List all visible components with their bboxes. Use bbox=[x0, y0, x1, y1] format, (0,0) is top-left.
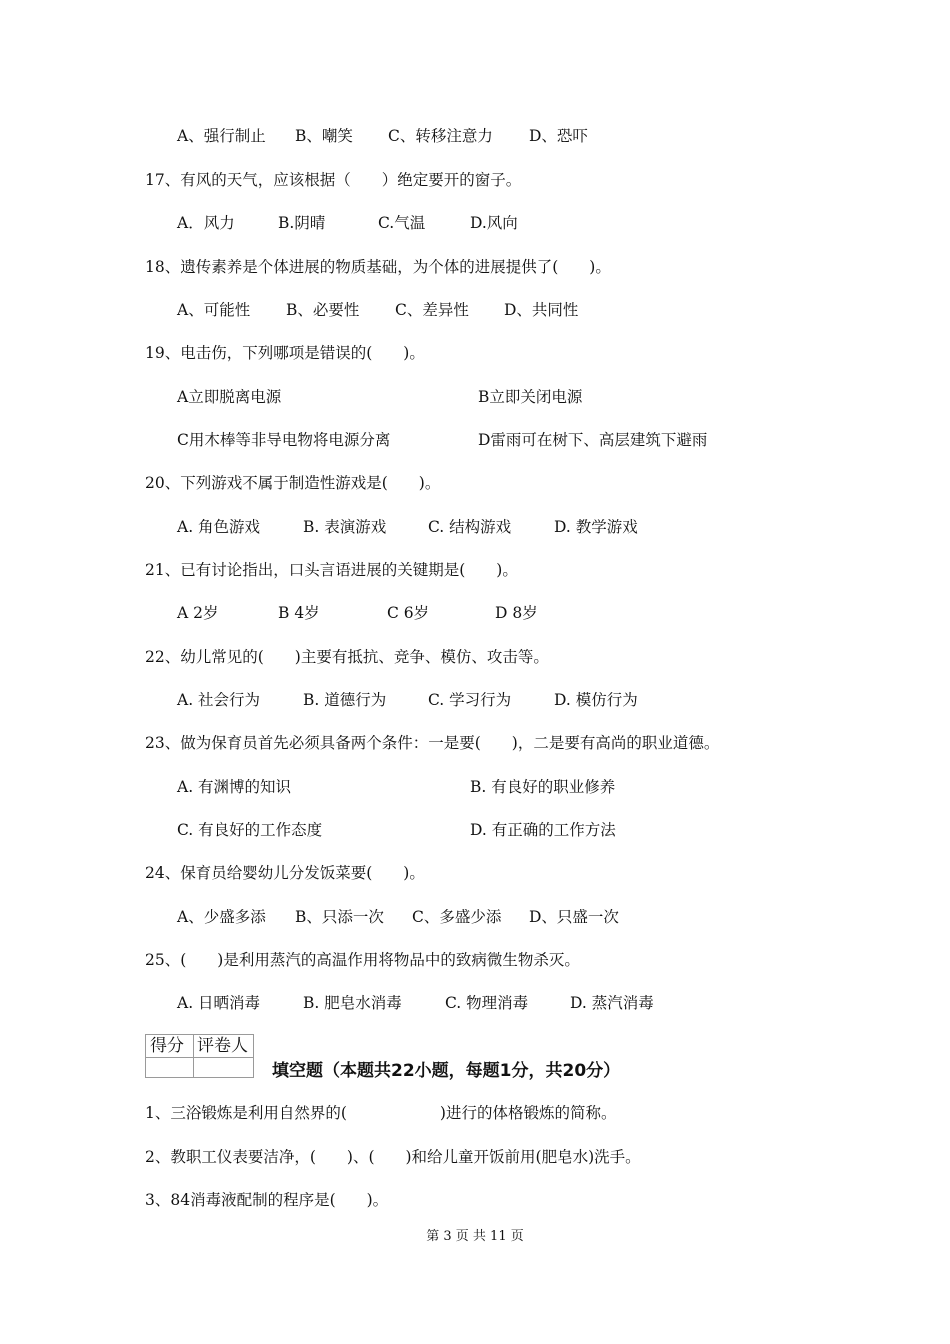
q22-option-b: B. 道德行为 bbox=[303, 691, 387, 709]
q18-option-b: B、必要性 bbox=[286, 301, 360, 319]
q25-option-a: A. 日晒消毒 bbox=[177, 994, 261, 1012]
q20-option-d: D. 教学游戏 bbox=[554, 518, 638, 536]
q21-option-a: A 2岁 bbox=[177, 604, 219, 622]
q24-option-c: C、多盛少添 bbox=[412, 908, 502, 926]
q23-option-d: D. 有正确的工作方法 bbox=[470, 821, 616, 839]
q18-option-d: D、共同性 bbox=[504, 301, 579, 319]
q23-option-a: A. 有渊博的知识 bbox=[177, 778, 292, 796]
q20-option-a: A. 角色游戏 bbox=[177, 518, 261, 536]
q21-option-d: D 8岁 bbox=[495, 604, 538, 622]
q19-option-d: D雷雨可在树下、高层建筑下避雨 bbox=[478, 431, 708, 449]
score-box-divider-v bbox=[193, 1035, 194, 1077]
q23-option-b: B. 有良好的职业修养 bbox=[470, 778, 616, 796]
q17-option-c: C.气温 bbox=[378, 214, 426, 232]
q17-question: 17、有风的天气，应该根据（ ）绝定要开的窗子。 bbox=[145, 171, 522, 189]
q21-question: 21、已有讨论指出，口头言语进展的关键期是( )。 bbox=[145, 561, 518, 579]
q22-option-d: D. 模仿行为 bbox=[554, 691, 638, 709]
q22-option-a: A. 社会行为 bbox=[177, 691, 261, 709]
q16-option-a: A、强行制止 bbox=[177, 127, 266, 145]
score-box-divider-h bbox=[146, 1057, 253, 1058]
q20-question: 20、下列游戏不属于制造性游戏是( )。 bbox=[145, 474, 441, 492]
q19-option-c: C用木棒等非导电物将电源分离 bbox=[177, 431, 391, 449]
q25-option-b: B. 肥皂水消毒 bbox=[303, 994, 402, 1012]
q17-option-a: A．风力 bbox=[177, 214, 235, 232]
q19-question: 19、电击伤，下列哪项是错误的( )。 bbox=[145, 344, 425, 362]
q25-option-d: D. 蒸汽消毒 bbox=[570, 994, 654, 1012]
q19-option-a: A立即脱离电源 bbox=[177, 388, 282, 406]
fill-question-2: 2、教职工仪表要洁净，( )、( )和给儿童开饭前用(肥皂水)洗手。 bbox=[145, 1148, 641, 1166]
q17-option-b: B.阴晴 bbox=[278, 214, 326, 232]
grader-label: 评卷人 bbox=[197, 1036, 248, 1056]
q16-option-d: D、恐吓 bbox=[529, 127, 588, 145]
q23-question: 23、做为保育员首先必须具备两个条件：一是要( )，二是要有高尚的职业道德。 bbox=[145, 734, 720, 752]
q18-option-c: C、差异性 bbox=[395, 301, 469, 319]
section-title: 填空题（本题共22小题，每题1分，共20分） bbox=[272, 1061, 621, 1081]
q25-question: 25、( )是利用蒸汽的高温作用将物品中的致病微生物杀灭。 bbox=[145, 951, 580, 969]
q21-option-b: B 4岁 bbox=[278, 604, 320, 622]
q18-option-a: A、可能性 bbox=[177, 301, 251, 319]
score-box bbox=[145, 1034, 254, 1078]
q24-option-a: A、少盛多添 bbox=[177, 908, 266, 926]
q24-option-b: B、只添一次 bbox=[295, 908, 384, 926]
score-label: 得分 bbox=[150, 1036, 184, 1056]
page-footer: 第 3 页 共 11 页 bbox=[426, 1229, 524, 1244]
q16-option-c: C、转移注意力 bbox=[388, 127, 493, 145]
q19-option-b: B立即关闭电源 bbox=[478, 388, 583, 406]
fill-question-1: 1、三浴锻炼是利用自然界的( )进行的体格锻炼的简称。 bbox=[145, 1104, 617, 1122]
q25-option-c: C. 物理消毒 bbox=[445, 994, 529, 1012]
q24-question: 24、保育员给婴幼儿分发饭菜要( )。 bbox=[145, 864, 425, 882]
q18-question: 18、遗传素养是个体进展的物质基础，为个体的进展提供了( )。 bbox=[145, 258, 611, 276]
fill-question-3: 3、84消毒液配制的程序是( )。 bbox=[145, 1191, 389, 1209]
q22-question: 22、幼儿常见的( )主要有抵抗、竞争、模仿、攻击等。 bbox=[145, 648, 549, 666]
q23-option-c: C. 有良好的工作态度 bbox=[177, 821, 323, 839]
q22-option-c: C. 学习行为 bbox=[428, 691, 512, 709]
q21-option-c: C 6岁 bbox=[387, 604, 430, 622]
q20-option-b: B. 表演游戏 bbox=[303, 518, 387, 536]
q20-option-c: C. 结构游戏 bbox=[428, 518, 512, 536]
q16-option-b: B、嘲笑 bbox=[295, 127, 353, 145]
q24-option-d: D、只盛一次 bbox=[529, 908, 619, 926]
q17-option-d: D.风向 bbox=[470, 214, 518, 232]
